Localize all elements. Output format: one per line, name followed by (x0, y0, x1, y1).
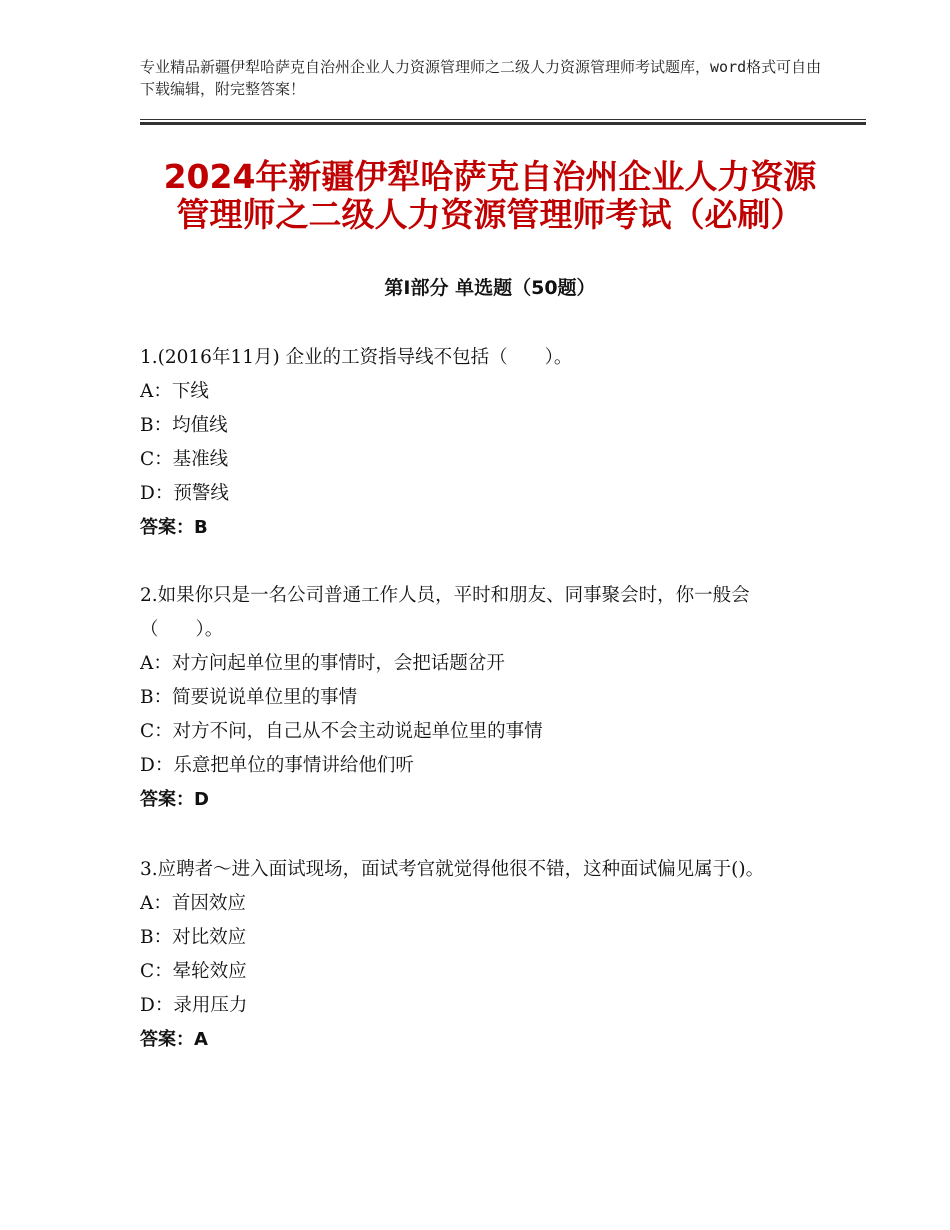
option-d: D：预警线 (140, 483, 229, 504)
document-title (140, 158, 840, 234)
question-text: 2.如果你只是一名公司普通工作人员，平时和朋友、同事聚会时，你一般会（ ）。 (140, 585, 750, 640)
option-b: B：均值线 (140, 415, 228, 436)
option-b: B：简要说说单位里的事情 (140, 687, 358, 708)
answer: 答案：A (140, 1029, 208, 1050)
header-divider-thin (140, 119, 866, 120)
header-divider-thick (140, 122, 866, 125)
question-text: 1.(2016年11月) 企业的工资指导线不包括（ ）。 (140, 347, 573, 368)
option-d: D：录用压力 (140, 995, 248, 1016)
option-a: A：对方问起单位里的事情时，会把话题岔开 (140, 653, 505, 674)
option-c: C：晕轮效应 (140, 961, 247, 982)
option-c: C：对方不问，自己从不会主动说起单位里的事情 (140, 721, 543, 742)
section-title: 第Ⅰ部分 单选题（50题） (384, 277, 596, 299)
answer: 答案：B (140, 517, 208, 538)
option-d: D：乐意把单位的事情讲给他们听 (140, 755, 414, 776)
header-note: 专业精品新疆伊犁哈萨克自治州企业人力资源管理师之二级人力资源管理师考试题库，word格式可自由下载编辑，附完整答案！ (140, 58, 822, 98)
option-a: A：首因效应 (140, 893, 246, 914)
question-2 (140, 579, 820, 817)
answer: 答案：D (140, 789, 209, 810)
option-c: C：基准线 (140, 449, 229, 470)
question-text: 3.应聘者～进入面试现场，面试考官就觉得他很不错，这种面试偏见属于()。 (140, 859, 765, 880)
option-b: B：对比效应 (140, 927, 247, 948)
question-1 (140, 341, 820, 545)
option-a: A：下线 (140, 381, 209, 402)
document-title-line-2: 管理师之二级人力资源管理师考试（必刷） (176, 195, 804, 234)
question-3 (140, 853, 820, 1057)
document-title-line-1: 2024年新疆伊犁哈萨克自治州企业人力资源 (163, 157, 817, 196)
